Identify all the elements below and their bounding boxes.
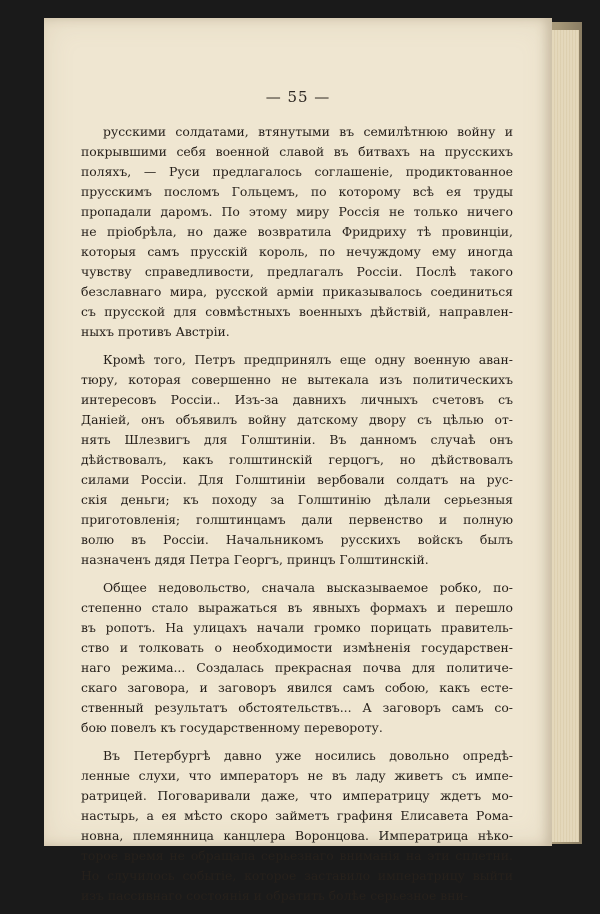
- text-line: дѣйствовалъ, какъ голштинскій герцогъ, но дѣйствовалъ: [81, 452, 513, 467]
- text-line: покрывшими себя военной славой въ битвахъ на прусскихъ: [81, 144, 513, 159]
- text-line: настырь, а ея мѣсто скоро займетъ графиня Елисавета Рома-: [81, 808, 513, 823]
- text-line: русскими солдатами, втянутыми въ семилѣтнюю войну и: [103, 124, 513, 139]
- text-line: ныхъ противъ Австріи.: [81, 324, 230, 339]
- text-line: силами Россіи. Для Голштиніи вербовали солдатъ на рус-: [81, 472, 513, 487]
- text-line: бою повелъ къ государственному перевороту.: [81, 720, 383, 735]
- text-line: Даніей, онъ объявилъ войну датскому двору съ цѣлью от-: [81, 412, 513, 427]
- page-number: — 55 —: [265, 88, 331, 106]
- text-line: приготовленія; голштинцамъ дали первенство и полную: [81, 512, 513, 527]
- text-line: наго режима... Создалась прекрасная почва для политиче-: [81, 660, 513, 675]
- text-line: безславнаго мира, русской арміи приказывалось соединиться: [81, 284, 513, 299]
- text-line: пропадали даромъ. По этому миру Россія не только ничего: [81, 204, 513, 219]
- text-line: прусскимъ посломъ Гольцемъ, по которому всѣ ея труды: [81, 184, 513, 199]
- text-line: ство и толковать о необходимости измѣненія государствен-: [81, 640, 513, 655]
- text-line: чувству справедливости, предлагалъ Россіи. Послѣ такого: [81, 264, 513, 279]
- paragraph: [81, 746, 513, 906]
- book-page: [44, 18, 552, 903]
- body-text: [81, 122, 513, 914]
- text-line: степенно стало выражаться въ явныхъ формахъ и перешло: [81, 600, 513, 615]
- paragraph: [81, 122, 513, 342]
- text-line: ленные слухи, что императоръ не въ ладу живетъ съ импе-: [81, 768, 513, 783]
- text-line: тюру, которая совершенно не вытекала изъ политическихъ: [81, 372, 513, 387]
- text-line: которыя самъ прусскій король, по нечуждому ему иногда: [81, 244, 513, 259]
- text-line: новна, племянница канцлера Воронцова. Императрица нѣко-: [81, 828, 513, 843]
- text-line: нять Шлезвигъ для Голштиніи. Въ данномъ случаѣ онъ: [81, 432, 513, 447]
- text-line: въ ропотъ. На улицахъ начали громко порицать правитель-: [81, 620, 513, 635]
- text-line: Но случилось событіе, которое заставило императрицу выйти: [81, 868, 513, 883]
- text-line: волю въ Россіи. Начальникомъ русскихъ войскъ былъ: [81, 532, 513, 547]
- text-line: Въ Петербургѣ давно уже носились довольно опредѣ-: [103, 748, 513, 763]
- text-line: Кромѣ того, Петръ предпринялъ еще одну военную аван-: [103, 352, 513, 367]
- text-line: ственный результатъ обстоятельствъ... А заговоръ самъ со-: [81, 700, 513, 715]
- text-line: изъ пассивнаго состоянія и обратить болѣе серьезное вни-: [81, 888, 468, 903]
- paragraph: [81, 350, 513, 570]
- text-line: торое время не обращала серьезнаго вниманія на эти сплетни.: [81, 848, 513, 863]
- text-line: съ прусской для совмѣстныхъ военныхъ дѣйствій, направлен-: [81, 304, 513, 319]
- text-line: скаго заговора, и заговоръ явился самъ собою, какъ есте-: [81, 680, 513, 695]
- text-line: назначенъ дядя Петра Георгъ, принцъ Голштинскій.: [81, 552, 429, 567]
- text-line: поляхъ, — Руси предлагалось соглашеніе, продиктованное: [81, 164, 513, 179]
- text-line: ратрицей. Поговаривали даже, что императрицу ждетъ мо-: [81, 788, 513, 803]
- text-line: скія деньги; къ походу за Голштинію дѣлали серьезныя: [81, 492, 513, 507]
- paragraph: [81, 578, 513, 738]
- text-line: интересовъ Россіи.. Изъ-за давнихъ личныхъ счетовъ съ: [81, 392, 513, 407]
- text-line: Общее недовольство, сначала высказываемое робко, по-: [103, 580, 513, 595]
- text-line: не пріобрѣла, но даже возвратила Фридриху тѣ провинціи,: [81, 224, 513, 239]
